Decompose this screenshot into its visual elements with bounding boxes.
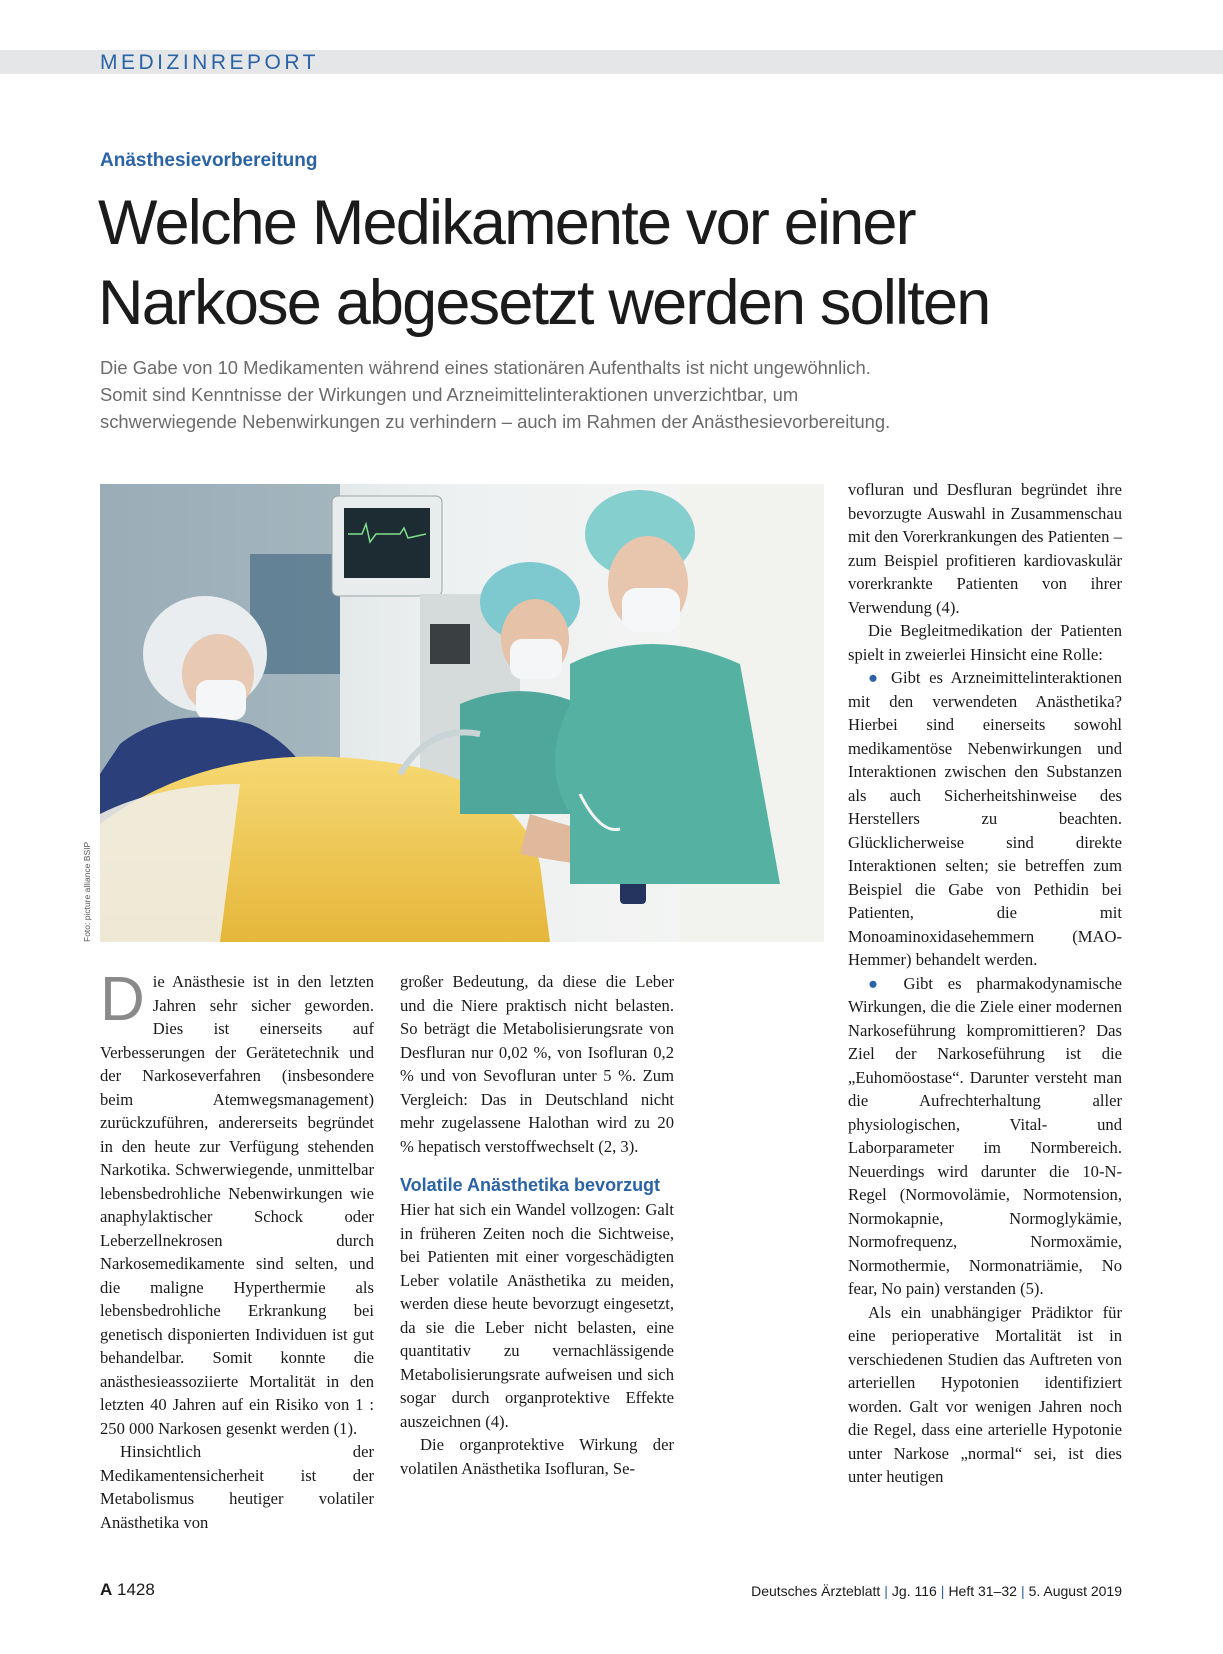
bullet-icon: ● bbox=[868, 668, 883, 687]
article-headline bbox=[98, 183, 1148, 343]
separator: | bbox=[884, 1583, 888, 1599]
drop-cap: D bbox=[100, 965, 145, 1034]
body-paragraph: Die Begleitmedikation der Patienten spielt in zweierlei Hinsicht eine Rolle: bbox=[848, 621, 1122, 664]
body-paragraph: Hinsichtlich der Medikamentensicherheit ist der Metabolismus heutiger volatiler Anästhetika von bbox=[100, 1442, 374, 1532]
journal-issue: Heft 31–32 bbox=[948, 1583, 1017, 1599]
section-label: MEDIZINREPORT bbox=[100, 51, 319, 74]
journal-date: 5. August 2019 bbox=[1028, 1583, 1122, 1599]
text-column-2 bbox=[400, 970, 674, 1480]
body-paragraph: Als ein unabhängiger Prädiktor für eine perioperative Mortalität ist in verschiedenen Studien das Auftreten von arteriellen Hypotonien identifiziert worden. Galt vor wenigen Jahren noch die Regel, dass eine arterielle Hypotonie unter Narkose „normal“ sei, ist dies unter heutigen bbox=[848, 1302, 1122, 1486]
section-subhead: Volatile Anästhetika bevorzugt bbox=[400, 1175, 661, 1195]
body-paragraph: Die organprotektive Wirkung der volatilen Anästhetika Isofluran, Se- bbox=[400, 1435, 674, 1478]
page-number bbox=[100, 1580, 155, 1600]
operating-room-illustration bbox=[100, 484, 824, 942]
intro-paragraph-text: ie Anästhesie ist in den letzten Jahren sehr sicher geworden. Dies ist einerseits auf Verbesserungen der Gerätetechnik und der Narkoseverfahren (insbesondere beim Atemwegsmanagement) zurückzuführen, andererseits begründet in den heute zur Verfügung stehenden Narkotika. Schwerwiegende, unmittelbar lebensbedrohliche Nebenwirkungen wie anaphylaktischer Schock oder Leberzellnekrosen durch Narkosemedikamente sind selten, und die maligne Hyperthermie als lebensbedrohliche Erkrankung bei genetisch disponierten Individuen ist gut behandelbar. Somit konnte die anästhesieassoziierte Mortalität in den letzten 40 Jahren auf ein Risiko von 1 : 250 000 Narkosen gesenkt werden (1). bbox=[100, 972, 374, 1438]
intro-paragraph bbox=[100, 965, 374, 1440]
bullet-item bbox=[848, 972, 1122, 1301]
bullet-text: Gibt es Arzneimittelinteraktionen mit den verwendeten Anästhetika? Hierbei sind einerseits sowohl medikamentöse Nebenwirkungen und Interaktionen zwischen den Substanzen als auch Sicherheitshinweise des Herstellers zu beachten. Glücklicherweise sind direkte Interaktionen selten; sie betreffen zum Beispiel die Gabe von Pethidin bei Patienten, die mit Monoaminoxidasehemmern (MAO-Hemmer) behandelt werden. bbox=[848, 668, 1122, 969]
separator: | bbox=[940, 1583, 945, 1599]
page-number-value: 1428 bbox=[117, 1580, 155, 1599]
journal-name: Deutsches Ärzteblatt bbox=[751, 1583, 881, 1599]
journal-info bbox=[751, 1583, 1122, 1599]
bullet-item bbox=[848, 666, 1122, 972]
journal-volume: Jg. 116 bbox=[891, 1583, 937, 1599]
lead-line-2: Somit sind Kenntnisse der Wirkungen und Arzneimittelinteraktionen unverzichtbar, um bbox=[100, 384, 799, 405]
page-letter: A bbox=[100, 1580, 113, 1599]
lead-line-1: Die Gabe von 10 Medikamenten während eines stationären Aufenthalts ist nicht ungewöhnlich. bbox=[100, 357, 871, 378]
text-column-3 bbox=[848, 478, 1122, 1489]
body-paragraph: Hier hat sich ein Wandel vollzogen: Galt in früheren Zeiten noch die Sichtweise, bei Patienten mit einer vorgeschädigten Leber volatile Anästhetika zu meiden, werden diese heute bevorzugt eingesetzt, da sie die Leber nicht belasten, eine quantitativ zu vernachlässigende Metabolisierungsrate aufweisen und sich sogar durch organprotektive Effekte auszeichnen (4). bbox=[400, 1200, 674, 1431]
photo-credit: Foto: picture alliance BSIP bbox=[82, 841, 92, 942]
body-paragraph: vofluran und Desfluran begründet ihre bevorzugte Auswahl in Zusammenschau mit den Vorerkrankungen des Patienten – zum Beispiel profitieren kardiovaskulär vorerkrankte Patienten von ihrer Verwendung (4). bbox=[848, 480, 1122, 617]
article-kicker: Anästhesievorbereitung bbox=[100, 150, 318, 171]
article-lead bbox=[100, 354, 1160, 435]
lead-line-3: schwerwiegende Nebenwirkungen zu verhindern – auch im Rahmen der Anästhesievorbereitung. bbox=[100, 411, 891, 432]
headline-line-2: Narkose abgesetzt werden sollten bbox=[98, 268, 990, 338]
separator: | bbox=[1020, 1583, 1025, 1599]
bullet-icon: ● bbox=[868, 973, 889, 993]
article-photo bbox=[100, 484, 824, 942]
body-paragraph: großer Bedeutung, da diese die Leber und die Niere praktisch nicht belasten. So beträgt die Metabolisierungsrate von Desfluran nur 0,02 %, von Isofluran 0,2 % und von Sevofluran unter 5 %. Zum Vergleich: Das in Deutschland nicht mehr zugelassene Halothan wird zu 20 % hepatisch verstoffwechselt (2, 3). bbox=[400, 972, 674, 1156]
text-column-1 bbox=[100, 965, 374, 1534]
headline-line-1: Welche Medikamente vor einer bbox=[98, 188, 915, 258]
bullet-text: Gibt es pharmakodynamische Wirkungen, die die Ziele einer modernen Narkoseführung kompromittieren? Das Ziel der Narkoseführung ist die „Euhomöostase“. Darunter versteht man die Aufrechterhaltung aller physiologischen, Vital- und Laborparameter im Normbereich. Neuerdings wird darunter die 10-N-Regel (Normovolämie, Normotension, Normokapnie, Normoglykämie, Normofrequenz, Normoxämie, Normothermie, Normonatriämie, No fear, No pain) verstanden (5). bbox=[848, 973, 1122, 1298]
